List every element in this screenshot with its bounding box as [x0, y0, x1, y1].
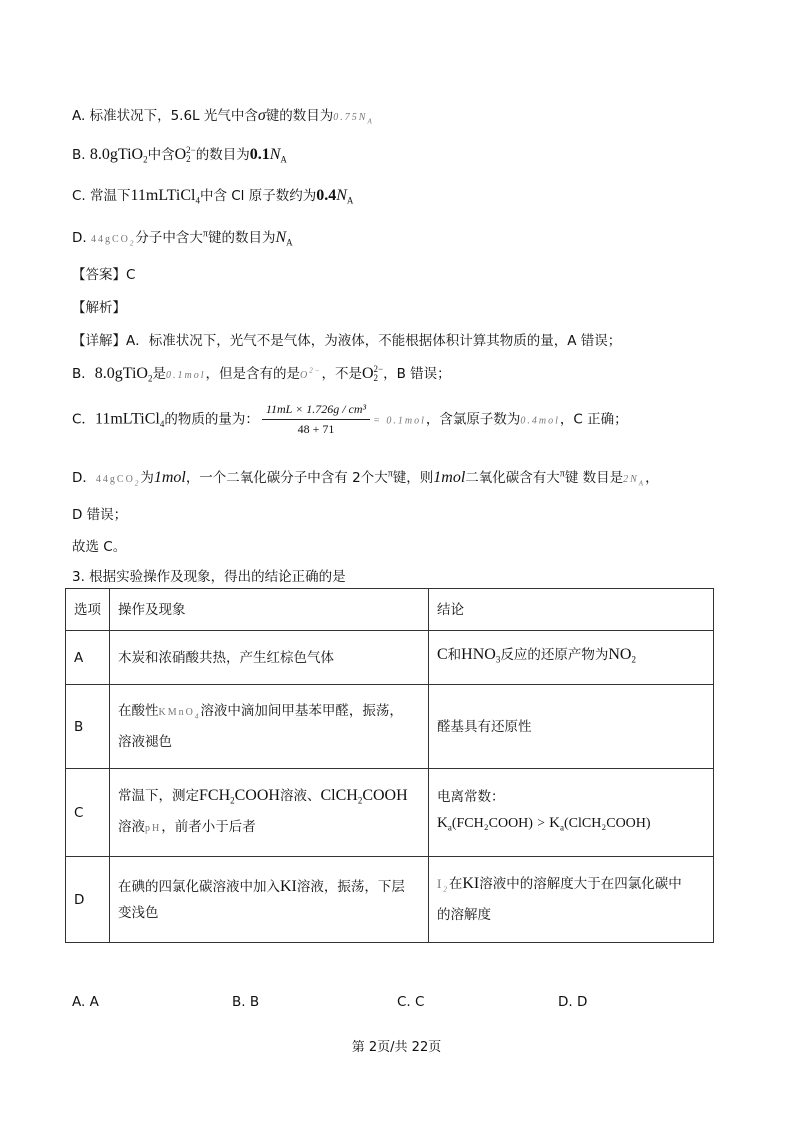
explain-c-prefix: C． — [72, 411, 95, 428]
row-operation — [110, 685, 429, 769]
row-conclusion — [429, 631, 714, 685]
concl-d-t1: 在 — [448, 875, 463, 892]
option-b-prefix: B. — [72, 147, 90, 163]
header-operation: 操作及现象 — [110, 589, 429, 631]
row-option: D — [66, 857, 110, 943]
fch2cooh-formula: FCH — [199, 787, 231, 805]
nitric-acid-sub: 3 — [495, 654, 501, 665]
explain-c-formula: 11mLTiCl — [94, 410, 160, 428]
explain-b-tail: ，B 错误； — [383, 366, 451, 382]
explain-c — [72, 402, 628, 437]
pi-symbol: π — [387, 468, 393, 480]
ki-formula: KI — [462, 874, 480, 892]
header-option: 选项 — [66, 589, 110, 631]
clch2cooh-sub: 2 — [357, 795, 363, 806]
explain-d-mid3: 键，则 — [392, 470, 434, 486]
header-conclusion: 结论 — [429, 589, 714, 631]
clch2cooh-formula: ClCH — [320, 787, 358, 805]
row-option: A — [66, 631, 110, 685]
explain-d-amount2: 1mol — [433, 469, 466, 486]
choice-d: D. D — [558, 994, 588, 1010]
op-c-t2: 溶液、 — [279, 788, 321, 805]
op-d-t2: 溶液，振荡，下层 — [296, 878, 405, 895]
explain-b-ion2-sup: 2− — [373, 364, 384, 374]
explain-c-tail1: ，含氯原子数为 — [425, 411, 521, 428]
explain-b-ion2-scripts — [374, 365, 384, 383]
answer-label: 【答案】 — [72, 267, 126, 283]
pi-symbol: π — [559, 468, 565, 480]
option-d-tail: 键的数目为 — [207, 230, 276, 246]
option-d-formula-sub: 2 — [129, 239, 136, 248]
clch2cooh-tail: COOH — [362, 787, 408, 805]
explain-b-ion1: O — [299, 370, 310, 381]
conclusion-a-t2: 反应的还原产物为 — [500, 647, 609, 664]
row-option: C — [66, 769, 110, 857]
option-d-mid: 分子中含大 — [135, 230, 203, 246]
explain-b-mid3: ，不是 — [321, 366, 362, 382]
row-conclusion: 醛基具有还原性 — [429, 685, 714, 769]
iodine-sub: 2 — [443, 885, 449, 894]
explain-d-mid5: 键 数目是 — [564, 470, 624, 486]
explain-b-formula: 8.0gTiO — [94, 365, 148, 382]
option-c-value: 0.4 — [316, 187, 337, 204]
analysis-label: 【解析】 — [72, 300, 126, 316]
explain-d-mid2: ，一个二氧化碳分子中含有 2个大 — [185, 470, 388, 486]
question-3-title: 3. 根据实验操作及现象，得出的结论正确的是 — [72, 569, 346, 585]
conclusion-a-t1: 和 — [447, 647, 462, 664]
explain-b-ion1-sup: 2− — [309, 366, 322, 375]
option-c-formula-sub: 4 — [195, 195, 200, 206]
greater-than: > — [537, 815, 545, 831]
op-b-t2: 溶液中滴加间甲基苯甲醛，振荡， — [200, 702, 403, 719]
explain-d-mid1: 为 — [140, 470, 154, 486]
explain-d-tail: ， — [645, 470, 659, 486]
option-b-unit: N — [269, 146, 281, 163]
explain-d-continued: D 错误； — [72, 507, 128, 523]
option-b-formula: 8.0gTiO — [89, 146, 144, 163]
ka-symbol: K — [437, 815, 448, 832]
fch2cooh-sub: 2 — [230, 795, 235, 806]
ka-arg-1: (FCH₂COOH) — [451, 816, 533, 832]
explain-d-formula-sub: 2 — [134, 479, 141, 488]
option-a-text: A. 标准状况下，5.6L 光气中含 — [72, 108, 258, 124]
fch2cooh-tail: COOH — [234, 787, 280, 805]
explain-d-formula: 44gCO — [95, 474, 135, 485]
explain-b-ion2-sub: 2 — [373, 373, 379, 383]
table-row — [66, 769, 714, 857]
kmno4-sub: 4 — [194, 712, 201, 721]
ph-symbol: pH — [145, 822, 162, 834]
option-a-mid: 键的数目为 — [265, 108, 334, 124]
option-d-unit-sub: A — [286, 237, 293, 248]
explain-b-amount: 0.1mol — [165, 370, 206, 381]
concl-d-t3: 的溶解度 — [437, 907, 491, 924]
option-b-ion-sub: 2 — [186, 154, 191, 164]
no2-formula: NO — [608, 646, 632, 664]
answer-line — [72, 263, 135, 283]
explain-d-mid4: 二氧化碳含有大 — [465, 470, 560, 486]
option-a-unit: N — [358, 112, 368, 123]
ka-sub: a — [560, 822, 565, 833]
explain-b-mid1: 是 — [152, 366, 166, 382]
explain-b-formula-sub: 2 — [147, 373, 153, 384]
option-b-mid: 中含 — [147, 147, 175, 163]
row-option: B — [66, 685, 110, 769]
explain-d — [72, 466, 659, 488]
option-a-value: 0.75 — [333, 112, 359, 123]
row-conclusion — [429, 857, 714, 943]
carbon-symbol: C — [437, 646, 448, 664]
choice-b: B. B — [232, 994, 260, 1010]
pi-symbol: π — [202, 228, 208, 240]
iodine-formula: I — [437, 875, 444, 891]
fraction-numerator: 11mL × 1.726g / cm³ — [262, 402, 370, 420]
sigma-symbol: σ — [257, 107, 266, 124]
option-b-value: 0.1 — [249, 146, 270, 163]
option-c-prefix: C. 常温下 — [72, 188, 131, 204]
table-header-row — [66, 589, 714, 631]
row-operation — [110, 857, 429, 943]
option-d-prefix: D. — [72, 230, 91, 246]
option-b-ion: O — [174, 146, 187, 163]
option-c-formula: 11mLTiCl — [130, 187, 196, 204]
explain-c-amount: 0.4mol — [520, 415, 560, 427]
ka-sub: a — [447, 822, 452, 833]
kmno4-formula: KMnO — [158, 706, 195, 718]
ka-symbol: K — [549, 815, 561, 832]
ki-formula: KI — [280, 877, 297, 895]
explain-d-amount: 1mol — [153, 469, 186, 486]
explain-d-prefix: D． — [72, 470, 96, 486]
option-b-ion-sup: 2− — [186, 145, 196, 155]
ka-arg-2: (ClCH₂COOH) — [564, 816, 651, 832]
explain-a: 【详解】A．标准状况下，光气不是气体，为液体，不能根据体积计算其物质的量，A 错误； — [72, 333, 622, 349]
option-a — [72, 104, 374, 126]
option-d — [72, 226, 293, 248]
option-b — [72, 143, 287, 165]
molar-fraction — [262, 402, 370, 437]
option-c-mid: 中含 Cl 原子数约为 — [199, 188, 317, 204]
op-d-t1: 在碘的四氯化碳溶液中加入 — [118, 878, 280, 895]
op-b-t1: 在酸性 — [118, 702, 159, 719]
option-b-ion-scripts — [186, 146, 196, 164]
op-b-t3: 溶液褪色 — [118, 734, 172, 751]
choice-a: A. A — [72, 994, 99, 1010]
concl-d-t2: 溶液中的溶解度大于在四氯化碳中 — [479, 875, 682, 892]
explain-c-tail2: ，C 正确； — [559, 411, 628, 428]
explain-b-ion2: O — [361, 365, 374, 382]
explain-d-value: 2N — [623, 474, 639, 485]
experiment-table — [65, 588, 714, 943]
op-c-t4: ，前者小于后者 — [161, 818, 256, 835]
explain-c-result: = 0.1mol — [373, 415, 426, 427]
ionization-constant-label: 电离常数： — [437, 789, 505, 806]
choice-c: C. C — [397, 994, 425, 1010]
nitric-acid-formula: HNO — [461, 646, 496, 664]
option-d-formula: 44gCO — [90, 234, 130, 245]
explain-c-mid: 的物质的量为： — [164, 411, 259, 428]
row-operation — [110, 769, 429, 857]
explain-d-value-sub: A — [638, 479, 646, 488]
option-d-unit: N — [275, 229, 287, 246]
table-row — [66, 857, 714, 943]
fraction-denominator: 48 + 71 — [297, 422, 335, 436]
op-d-t3: 变浅色 — [118, 904, 159, 921]
option-a-unit-sub: A — [367, 117, 374, 126]
table-row — [66, 685, 714, 769]
option-c — [72, 184, 353, 206]
row-conclusion — [429, 769, 714, 857]
op-c-t1: 常温下，测定 — [118, 788, 199, 805]
explain-c-formula-sub: 4 — [159, 419, 165, 430]
option-b-formula-sub: 2 — [143, 154, 148, 165]
no2-sub: 2 — [631, 654, 636, 665]
option-c-unit-sub: A — [346, 195, 354, 206]
op-c-t3: 溶液 — [118, 818, 145, 835]
answer-value: C — [126, 267, 136, 283]
page-footer: 第 2页/共 22页 — [351, 1040, 442, 1055]
explain-b-prefix: B． — [72, 366, 95, 382]
table-row — [66, 631, 714, 685]
row-operation: 木炭和浓硝酸共热，产生红棕色气体 — [110, 631, 429, 685]
explain-b-mid2: ，但是含有的是 — [205, 366, 300, 382]
option-c-unit: N — [336, 187, 347, 204]
option-b-unit-sub: A — [280, 154, 287, 165]
conclusion-line: 故选 C。 — [72, 539, 127, 555]
option-b-tail: 的数目为 — [195, 147, 250, 163]
explain-b — [72, 362, 451, 384]
